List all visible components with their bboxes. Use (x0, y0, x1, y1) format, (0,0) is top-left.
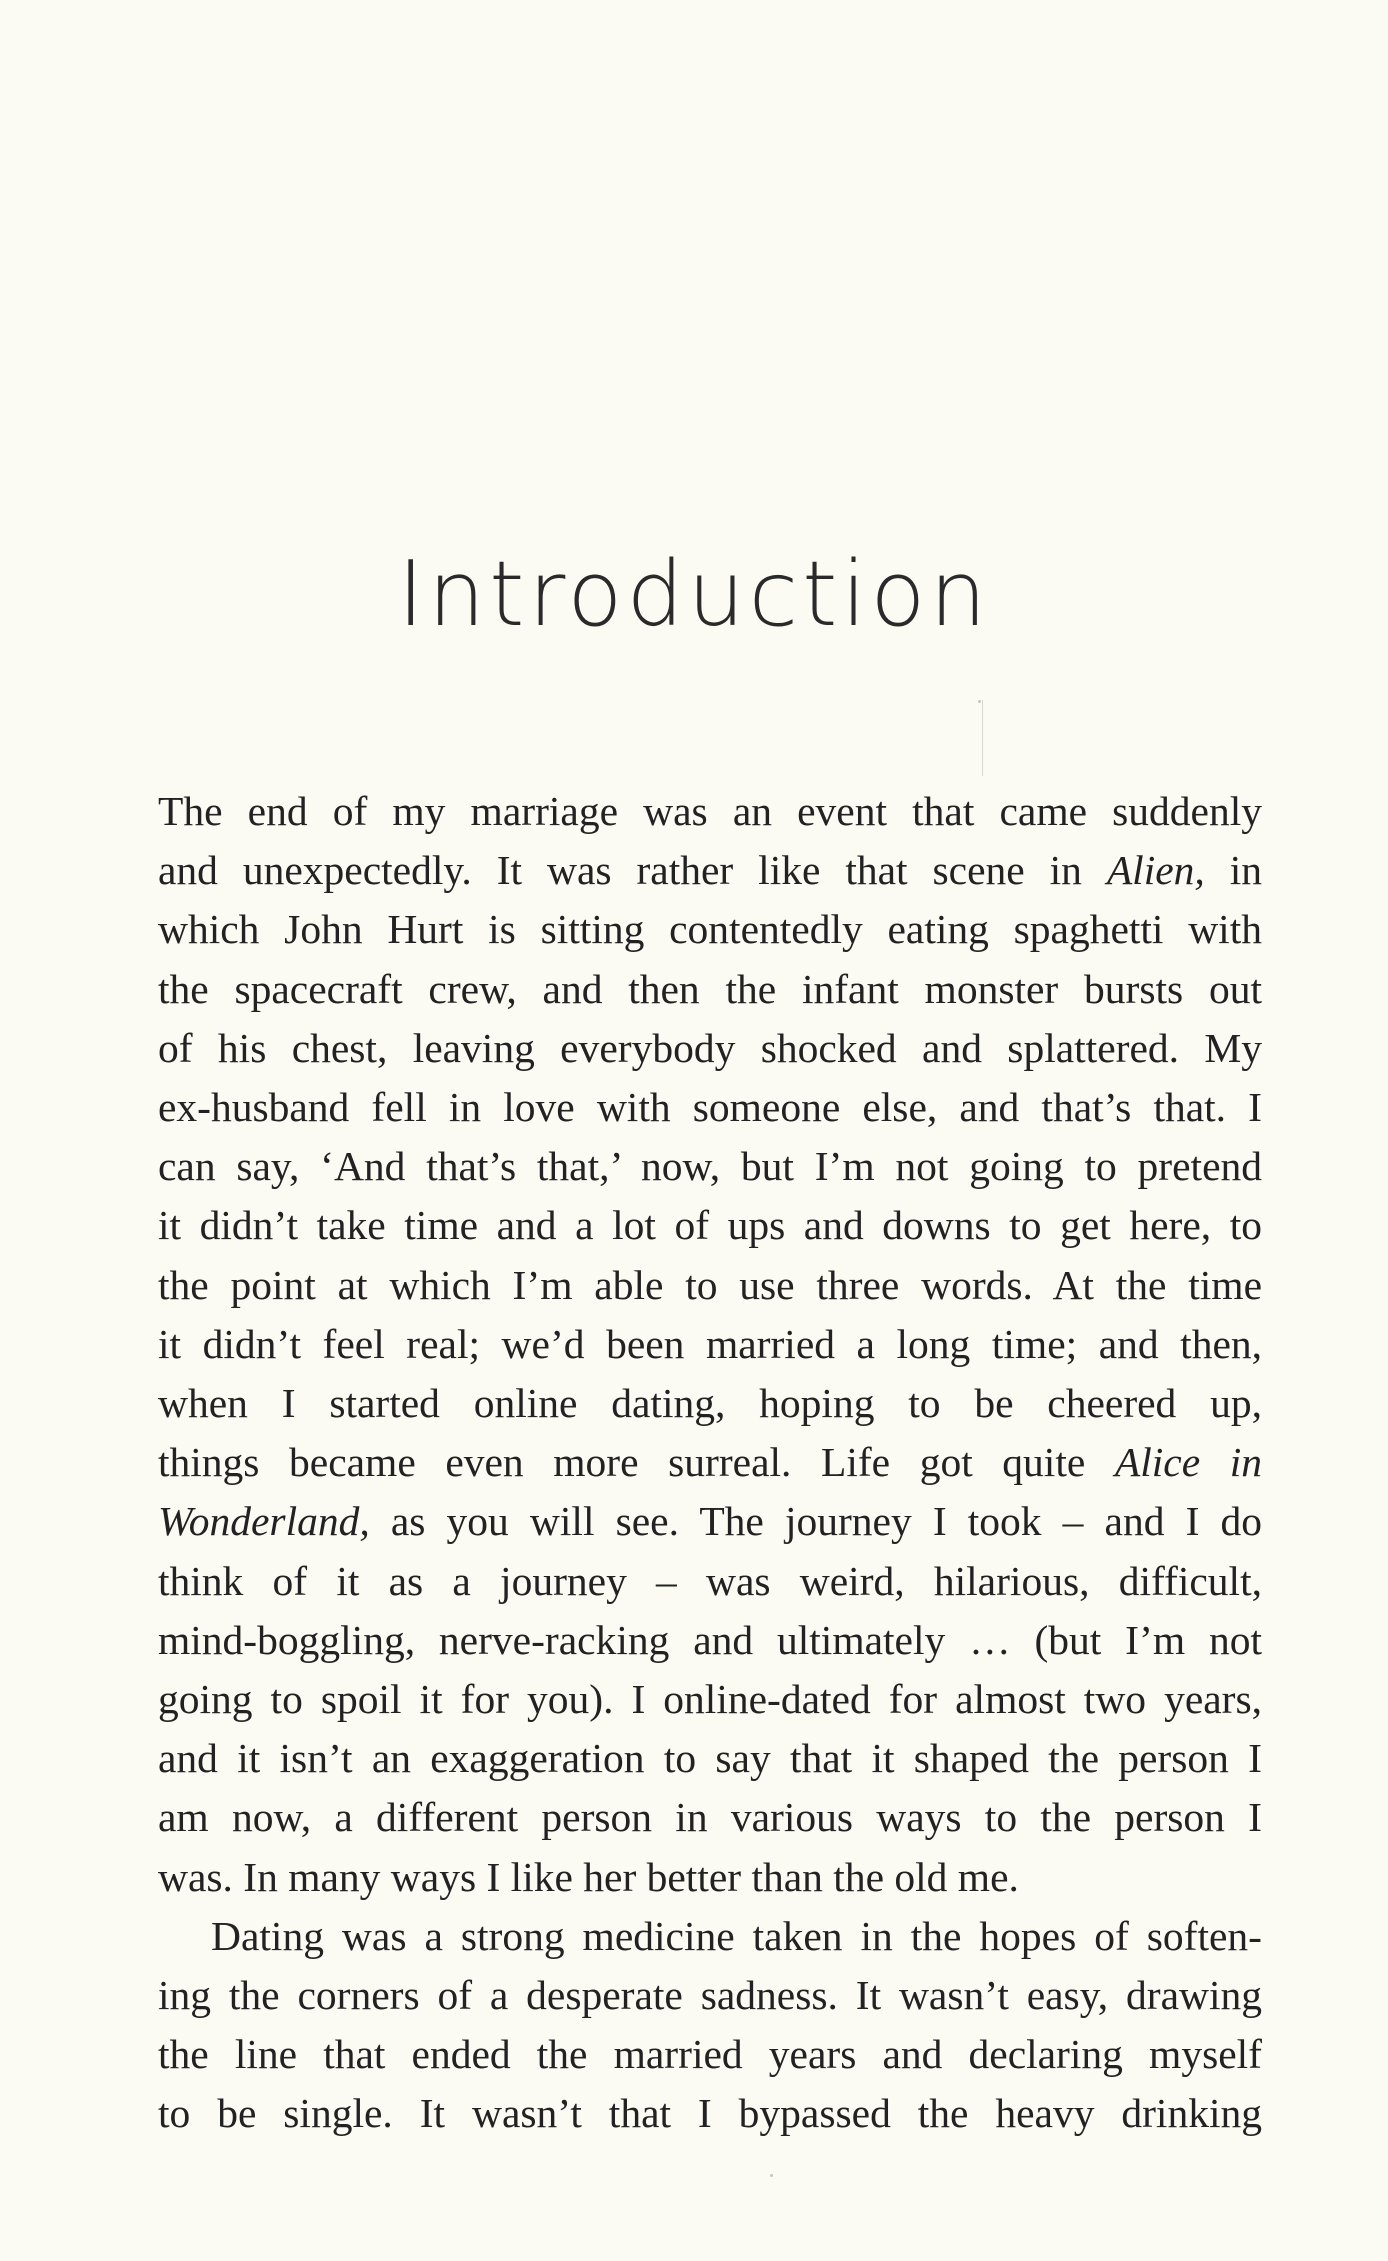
text-line: the point at which I’m able to use three words. At the time (158, 1261, 1262, 1308)
scan-speck (770, 2174, 773, 2177)
text-line: it didn’t feel real; we’d been married a long time; and then, (158, 1320, 1262, 1367)
text-line: think of it as a journey – was weird, hilarious, difficult, (158, 1557, 1262, 1604)
paragraph-1 (158, 782, 1262, 1907)
body-text (158, 782, 1262, 2144)
text-line: things became even more surreal. Life got quite Alice in (158, 1439, 1262, 1486)
text-line: of his chest, leaving everybody shocked and splattered. My (158, 1024, 1262, 1071)
text-line: Dating was a strong medicine taken in the hopes of soften- (211, 1912, 1262, 1959)
text-line: the line that ended the married years and declaring myself (158, 2031, 1262, 2078)
text-line: the spacecraft crew, and then the infant monster bursts out (158, 965, 1262, 1012)
text-line: am now, a different person in various ways to the person I (158, 1794, 1262, 1841)
text-line: can say, ‘And that’s that,’ now, but I’m not going to pretend (158, 1143, 1262, 1190)
text-line: and it isn’t an exaggeration to say that it shaped the person I (158, 1735, 1262, 1782)
paragraph-2 (158, 1907, 1262, 2144)
text-line: The end of my marriage was an event that came suddenly (158, 788, 1262, 834)
text-line: mind-boggling, nerve-racking and ultimately … (but I’m not (158, 1616, 1262, 1663)
text-line: and unexpectedly. It was rather like that scene in Alien, in (158, 847, 1262, 894)
text-line: going to spoil it for you). I online-dated for almost two years, (158, 1676, 1262, 1723)
text-line: which John Hurt is sitting contentedly eating spaghetti with (158, 906, 1262, 953)
text-line: was. In many ways I like her better than the old me. (158, 1853, 1019, 1900)
text-line: when I started online dating, hoping to be cheered up, (158, 1380, 1262, 1427)
text-line: it didn’t take time and a lot of ups and downs to get here, to (158, 1202, 1262, 1249)
scan-speck (978, 700, 981, 703)
text-line: ing the corners of a desperate sadness. It wasn’t easy, drawing (158, 1972, 1262, 2019)
scan-mark (982, 700, 983, 776)
text-line: to be single. It wasn’t that I bypassed the heavy drinking (158, 2090, 1262, 2137)
text-line: ex-husband fell in love with someone else, and that’s that. I (158, 1084, 1262, 1131)
text-line: Wonderland, as you will see. The journey I took – and I do (158, 1498, 1262, 1545)
chapter-title: Introduction (397, 542, 991, 647)
